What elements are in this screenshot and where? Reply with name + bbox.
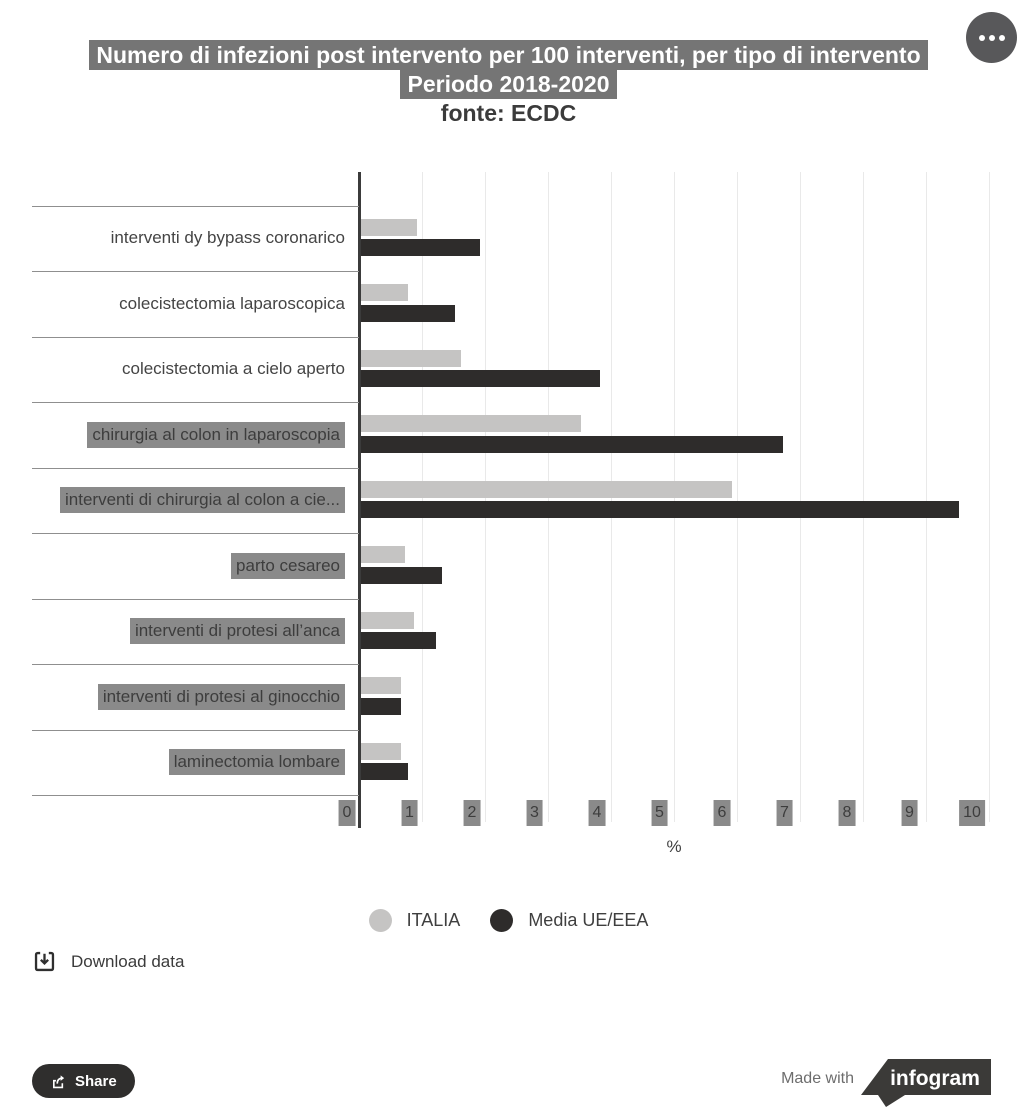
category-label: [0, 468, 345, 534]
gridline-x10: [989, 172, 990, 822]
category-label-text: interventi di protesi all’anca: [130, 618, 345, 644]
x-tick-label-8: 8: [839, 800, 856, 826]
legend-swatch-icon: [490, 909, 513, 932]
bar-media-ue-eea-row3[interactable]: [361, 370, 600, 387]
x-tick-label-2: 2: [464, 800, 481, 826]
category-label: [0, 402, 345, 468]
x-axis-title: %: [666, 837, 682, 856]
download-data-label: Download data: [71, 951, 185, 971]
x-tick-label-5: 5: [651, 800, 668, 826]
share-label: Share: [75, 1072, 117, 1090]
chart-title-line2: Periodo 2018-2020: [400, 69, 616, 99]
legend-label: ITALIA: [406, 909, 461, 930]
download-data-button[interactable]: [32, 949, 184, 974]
x-tick-label-9: 9: [901, 800, 918, 826]
made-with-label: Made with: [781, 1070, 854, 1087]
ellipsis-icon: [979, 35, 1005, 41]
x-tick-label-4: 4: [589, 800, 606, 826]
bar-media-ue-eea-row9[interactable]: [361, 763, 408, 780]
bar-italia-row1[interactable]: [361, 219, 418, 236]
legend-item-italia[interactable]: [369, 909, 461, 932]
category-label: [0, 337, 345, 403]
bar-media-ue-eea-row6[interactable]: [361, 567, 443, 584]
category-label-text: interventi dy bypass coronarico: [110, 228, 345, 248]
bar-italia-row6[interactable]: [361, 546, 405, 563]
x-tick-label-1: 1: [401, 800, 418, 826]
x-tick-label-10: 10: [959, 800, 985, 826]
download-icon: [32, 949, 57, 974]
share-icon: [50, 1073, 67, 1090]
gridline-x7: [800, 172, 801, 822]
category-label-text: parto cesareo: [231, 553, 345, 579]
x-tick-label-7: 7: [776, 800, 793, 826]
category-label-text: chirurgia al colon in laparoscopia: [87, 422, 345, 448]
infogram-logo-text: infogram: [890, 1067, 980, 1090]
category-label: [0, 271, 345, 337]
more-options-button[interactable]: [966, 12, 1017, 63]
bar-media-ue-eea-row5[interactable]: [361, 501, 960, 518]
x-tick-label-3: 3: [526, 800, 543, 826]
bar-media-ue-eea-row2[interactable]: [361, 305, 456, 322]
legend-item-media-ue-eea[interactable]: [490, 909, 648, 932]
gridline-x8: [863, 172, 864, 822]
category-label-text: interventi di chirurgia al colon a cie...: [60, 487, 345, 513]
legend-swatch-icon: [369, 909, 392, 932]
category-label: [0, 206, 345, 272]
bar-italia-row4[interactable]: [361, 415, 582, 432]
category-label-text: colecistectomia laparoscopica: [119, 293, 345, 313]
bar-italia-row2[interactable]: [361, 284, 408, 301]
category-label: [0, 730, 345, 796]
chart-title-line1: Numero di infezioni post intervento per 100 interventi, per tipo di intervento: [89, 40, 927, 70]
row-separator: [32, 795, 359, 796]
bar-media-ue-eea-row4[interactable]: [361, 436, 783, 453]
bar-italia-row8[interactable]: [361, 677, 402, 694]
gridline-x9: [926, 172, 927, 822]
category-label: [0, 599, 345, 665]
bar-media-ue-eea-row1[interactable]: [361, 239, 481, 256]
chart-legend: [0, 903, 1017, 937]
category-label-text: interventi di protesi al ginocchio: [98, 684, 345, 710]
bar-italia-row3[interactable]: [361, 350, 462, 367]
legend-label: Media UE/EEA: [528, 909, 649, 930]
category-label-text: laminectomia lombare: [169, 749, 345, 775]
category-label: [0, 664, 345, 730]
chart-title-block: [0, 41, 1017, 128]
bar-italia-row7[interactable]: [361, 612, 415, 629]
bar-media-ue-eea-row8[interactable]: [361, 698, 402, 715]
x-tick-label-0: 0: [339, 800, 356, 826]
bar-italia-row9[interactable]: [361, 743, 402, 760]
infogram-logo[interactable]: [858, 1055, 998, 1113]
share-button[interactable]: [32, 1064, 135, 1098]
gridline-x6: [737, 172, 738, 822]
bar-italia-row5[interactable]: [361, 481, 733, 498]
bar-media-ue-eea-row7[interactable]: [361, 632, 437, 649]
category-label: [0, 533, 345, 599]
category-label-text: colecistectomia a cielo aperto: [121, 359, 345, 379]
chart-source-label: fonte: ECDC: [440, 100, 577, 126]
x-tick-label-6: 6: [714, 800, 731, 826]
